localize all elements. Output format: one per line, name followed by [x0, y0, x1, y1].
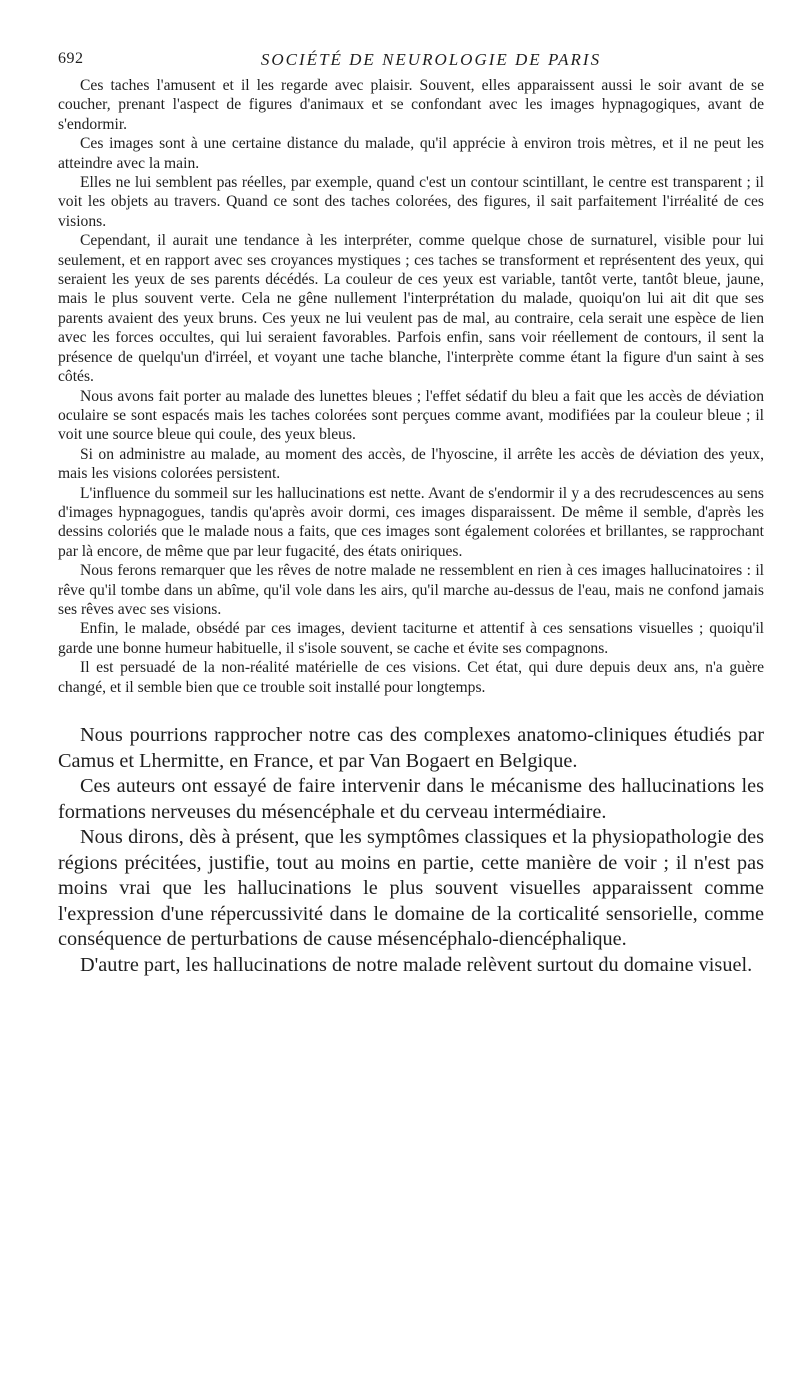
- page-number: 692: [58, 50, 84, 67]
- paragraph: Ces auteurs ont essayé de faire intervenir dans le mécanisme des hallucinations les formations nerveuses du mésencéphale et du cerveau intermédiaire.: [58, 775, 764, 823]
- paragraph: Elles ne lui semblent pas réelles, par exemple, quand c'est un contour scintillant, le centre est transparent ; il voit les objets au travers. Quand ce sont des taches colorées, des figures, il sait parfaitement l'irréalité de ces visions.: [58, 174, 764, 230]
- paragraph: Il est persuadé de la non-réalité matérielle de ces visions. Cet état, qui dure depuis deux ans, n'a guère changé, et il semble bien que ce trouble soit installé pour longtemps.: [58, 659, 764, 696]
- paragraph: Nous ferons remarquer que les rêves de notre malade ne ressemblent en rien à ces images hallucinatoires : il rêve qu'il tombe dans un abîme, qu'il vole dans les airs, qu'il marche au-dessus de l'eau, mais ne confond jamais ses rêves avec ses visions.: [58, 562, 764, 618]
- paragraph: Nous pourrions rapprocher notre cas des complexes anatomo-cliniques étudiés par Camus et Lhermitte, en France, et par Van Bogaert en Belgique.: [58, 724, 764, 772]
- paragraph: Cependant, il aurait une tendance à les interpréter, comme quelque chose de surnaturel, visible pour lui seulement, et en rapport avec ses croyances mystiques ; ces taches se transforment et représentent des yeux, qui seraient les yeux de ses parents décédés. La couleur de ces yeux est variable, tantôt verte, tantôt bleue, jaune, mais le plus souvent verte. Cela ne gêne nullement l'interprétation du malade, quoiqu'on lui ait dit que ses parents avaient des yeux bruns. Ces yeux ne lui veulent pas de mal, au contraire, cela serait une espèce de lien avec les forces occultes, qui lui seraient favorables. Parfois enfin, sans voir réellement de contours, il sent la présence de quelqu'un d'irréel, et voyant une tache blanche, l'interprète comme étant la figure d'un saint à ses côtés.: [58, 232, 764, 386]
- page-header: [58, 44, 764, 76]
- paragraph: Nous avons fait porter au malade des lunettes bleues ; l'effet sédatif du bleu a fait que les accès de déviation oculaire se sont espacés mais les taches colorées sont perçues comme avant, modifiées par la couleur bleue ; il voit une source bleue qui coule, des yeux bleus.: [58, 387, 764, 444]
- paragraph: Ces images sont à une certaine distance du malade, qu'il apprécie à environ trois mètres, et il ne peut les atteindre avec la main.: [58, 135, 764, 172]
- paragraph: D'autre part, les hallucinations de notre malade relèvent surtout du domaine visuel.: [80, 953, 753, 976]
- paragraph: Nous dirons, dès à présent, que les symptômes classiques et la physiopathologie des régions précitées, justifie, tout au moins en partie, cette manière de voir ; il n'est pas moins vrai que les hallucinations le plus souvent visuelles apparaissent comme l'expression d'une répercussivité dans le domaine de la corticalité sensorielle, comme conséquence de perturbations de cause mésencéphalo-diencéphalique.: [58, 826, 764, 950]
- case-description: [58, 76, 764, 697]
- paragraph: Enfin, le malade, obsédé par ces images, devient taciturne et attentif à ces sensations visuelles ; quoiqu'il garde une bonne humeur habituelle, il s'isole souvent, se cache et évite ses compagnons.: [58, 620, 764, 657]
- paragraph: L'influence du sommeil sur les hallucinations est nette. Avant de s'endormir il y a des recrudescences au sens d'images hypnagogues, tandis qu'après avoir dormi, ces images disparaissent. De même il semble, d'après les dessins coloriés que le malade nous a faits, que ces images sont également colorées et brillantes, se rapprochant par là encore, de même que par leur fugacité, des états oniriques.: [58, 484, 764, 560]
- paragraph: Si on administre au malade, au moment des accès, de l'hyoscine, il arrête les accès de déviation des yeux, mais les visions colorées persistent.: [58, 445, 764, 483]
- paragraph: Ces taches l'amusent et il les regarde avec plaisir. Souvent, elles apparaissent aussi le soir avant de se coucher, prenant l'aspect de figures d'animaux et se confondant avec les images hypnagogiques, avant de s'endormir.: [58, 77, 764, 133]
- running-head: SOCIÉTÉ DE NEUROLOGIE DE PARIS: [260, 50, 602, 69]
- discussion: [58, 723, 764, 978]
